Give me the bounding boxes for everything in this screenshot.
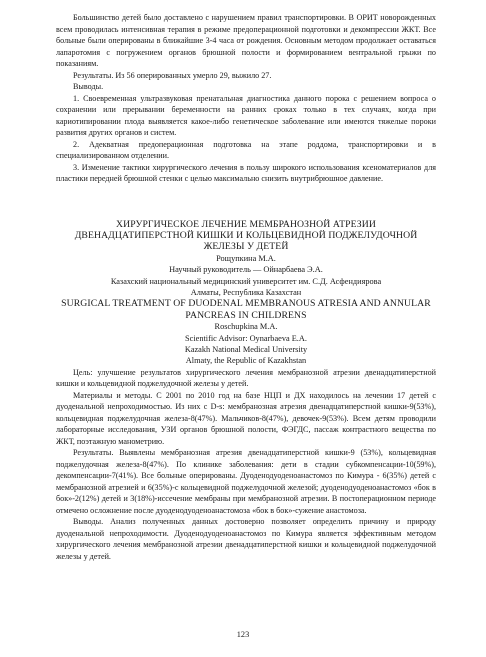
conclusion-item-3: 3. Изменение тактики хирургического лечения в пользу широкого использования ксеноматериалов для пластики передней брюшной стенки с целью максимально снизить внутрибрюшное давление. <box>56 162 436 183</box>
page-number: 123 <box>236 630 250 639</box>
paragraph-methods: Материалы и методы. С 2001 по 2010 год на базе НЦП и ДХ находилось на лечении 17 детей с дуоденальной непроходимостью. Из них с D-s: мембранозная атрезия двенадцатиперстной кишки-9(53%), кольцевидная поджелудочная железа-8(47%). Мальчиков-8(47%), девочек-9(53%). Всем детям проводили лабораторные исследования, УЗИ органов брюшной полости, ФЭГДС, пассаж контрастного вещества по ЖКТ, поэтажную манометрию. <box>56 390 436 446</box>
paragraph-article-conclusions: Выводы. Анализ полученных данных достоверно позволяет определить причину и природу дуоденальной непроходимости. Дуоденодуоденоанастомоз по Кимура является эффективным методом хирургического лечения мембранозной атрезии двенадцатиперстной кишки и кольцевидной поджелудочной железы у детей. <box>56 517 436 561</box>
section-gap <box>56 185 436 219</box>
paragraph-results: Результаты. Из 56 оперированных умерло 29, выжило 27. <box>73 70 272 80</box>
paragraph-aim: Цель: улучшение результатов хирургического лечения мембранозной атрезии двенадцатиперстной кишки и кольцевидной поджелудочной железы у детей. <box>56 367 436 389</box>
author-en: Roschupkina M.A. <box>214 322 278 332</box>
article-title-en: SURGICAL TREATMENT OF DUODENAL MEMBRANOUS ATRESIA AND ANNULAR PANCREAS IN CHILDRENS <box>61 298 431 321</box>
document-page <box>56 12 436 562</box>
conclusion-item-2: 2. Адекватная предоперационная подготовка на этапе роддома, транспортировки и в специализированном отделении. <box>56 139 436 160</box>
advisor-ru: Научный руководитель — Ойнарбаева Э.А. <box>169 265 323 275</box>
city-ru: Алматы, Республика Казахстан <box>190 287 302 297</box>
author-ru: Рощупкина М.А. <box>216 253 276 263</box>
conclusion-item-1: 1. Своевременная ультразвуковая пренатальная диагностика данного порока с решением вопроса о сохранении или прерывании беременности на ранних сроках только в тех случаях, когда при кариотипировании плода выявляется какое-либо генетическое заболевание или имеются тяжелые пороки развития других органов и систем. <box>56 93 436 137</box>
article-title-ru: ХИРУРГИЧЕСКОЕ ЛЕЧЕНИЕ МЕМБРАНОЗНОЙ АТРЕЗИИ ДВЕНАДЦАТИПЕРСТНОЙ КИШКИ И КОЛЬЦЕВИДНОЙ ПОДЖЕЛУДОЧНОЙ ЖЕЛЕЗЫ У ДЕТЕЙ <box>74 218 418 253</box>
paragraph-transport: Большинство детей было доставлено с нарушением правил транспортировки. В ОРИТ новорожденных всем проводилась интенсивная терапия в режиме предоперационной подготовки и декомпрессии ЖКТ. Все больные были оперированы в ближайшие 3-4 часа от рождения. Основным методом продолжает оставаться лапаротомия с погружением органов брюшной полости и формированием вентральной грыжи по показаниям. <box>56 13 436 68</box>
university-ru: Казахский национальный медицинский университет им. С.Д. Асфендиярова <box>110 276 382 286</box>
paragraph-article-results: Результаты. Выявлены мембранозная атрезия двенадцатиперстной кишки-9 (53%), кольцевидная поджелудочная железа-8(47%). По клинике заболевания: дети в стадии субкомпенсации-10(59%), декомпенсации-7(41%). Все больные оперированы. Дуоденодуоденоанастомоз по Кимура - 6(35%) детей с мембранозной атрезией и 6(35%)-с кольцевидной поджелудочной железой; дуоденодуоденоанастомоз «бок в бок»-2(12%) детей и 3(18%)-иссечение мембраны при мембранозной атрезии. В постоперационном периоде отмечено осложнение после дуоденодуоденоанастомоза «бок в бок»-сужение анастомоза. <box>56 448 436 515</box>
paragraph-conclusions-heading: Выводы. <box>73 82 104 91</box>
advisor-en: Scientific Advisor: Oynarbaeva E.A. <box>185 333 307 343</box>
city-en: Almaty, the Republic of Kazakhstan <box>185 356 307 366</box>
university-en: Kazakh National Medical University <box>184 344 308 354</box>
